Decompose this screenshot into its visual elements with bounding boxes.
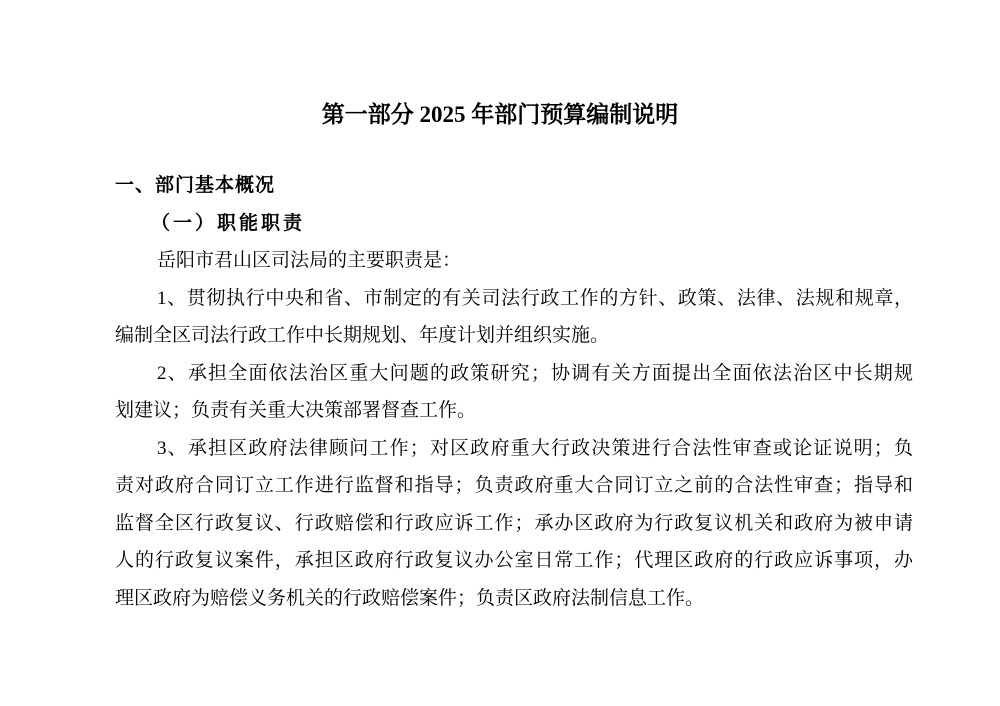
paragraph-line: 岳阳市君山区司法局的主要职责是： — [157, 250, 462, 271]
paragraph-line: 3、承担区政府法律顾问工作；对区政府重大行政决策进行合法性审查或论证说明；负 — [157, 437, 913, 459]
paragraph-line: 人的行政复议案件，承担区政府行政复议办公室日常工作；代理区政府的行政应诉事项，办 — [115, 550, 913, 571]
subsection-heading: （一）职能职责 — [151, 212, 306, 234]
paragraph-line: 理区政府为赔偿义务机关的行政赔偿案件；负责区政府法制信息工作。 — [115, 587, 705, 609]
document-title: 第一部分 2025 年部门预算编制说明 — [321, 102, 679, 127]
paragraph-line: 监督全区行政复议、行政赔偿和行政应诉工作；承办区政府为行政复议机关和政府为被申请 — [115, 512, 913, 534]
paragraph-line: 划建议；负责有关重大决策部署督查工作。 — [115, 400, 477, 421]
document-body — [115, 167, 913, 617]
section-heading: 一、部门基本概况 — [115, 175, 276, 196]
paragraph-line: 2、承担全面依法治区重大问题的政策研究；协调有关方面提出全面依法治区中长期规 — [157, 362, 913, 384]
paragraph-line: 责对政府合同订立工作进行监督和指导；负责政府重大合同订立之前的合法性审查；指导和 — [115, 475, 913, 496]
paragraph-line: 1、贯彻执行中央和省、市制定的有关司法行政工作的方针、政策、法律、法规和规章， — [157, 287, 913, 309]
paragraph-line: 编制全区司法行政工作中长期规划、年度计划并组织实施。 — [115, 325, 610, 346]
